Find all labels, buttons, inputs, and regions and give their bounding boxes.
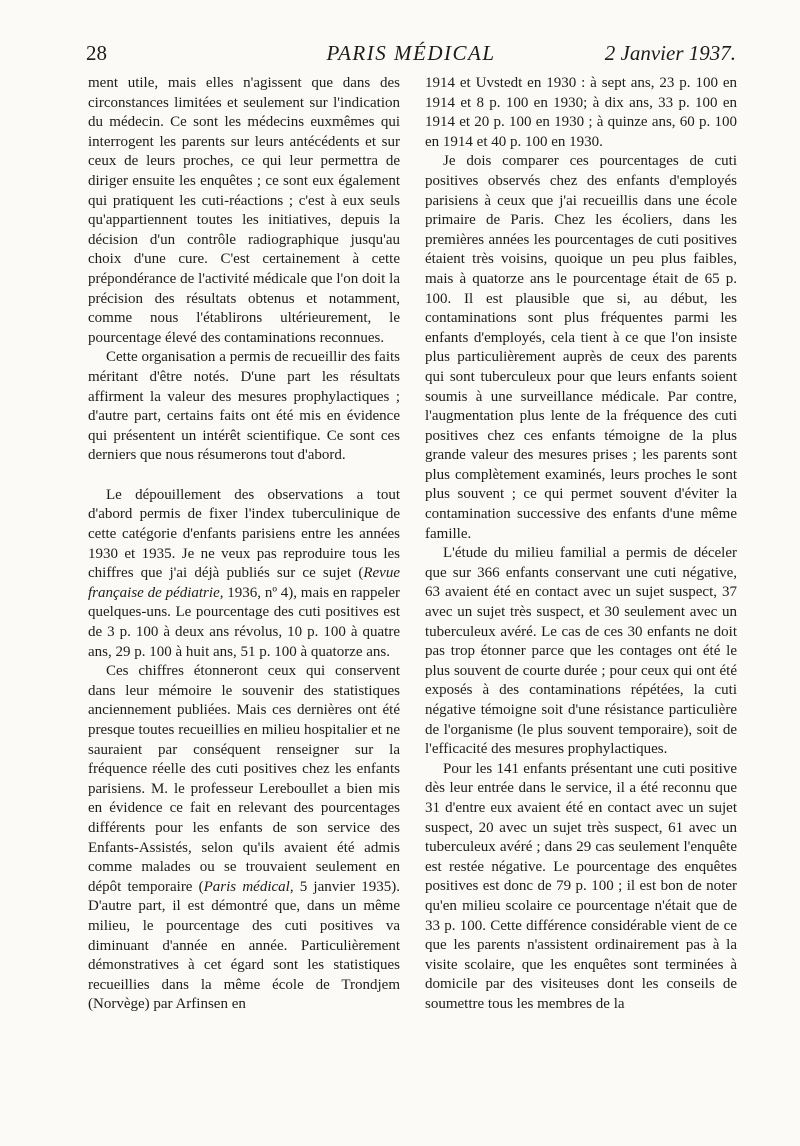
paragraph-index-tuberculinique: Le dépouillement des observations a tout d'abord permis de fixer l'index tuberculinique de cette catégorie d'enfants parisiens entre les années 1930 et 1935. Je ne veux pas reproduire tous les chiffres que j'ai déjà publiés sur ce sujet (Revue française de pédiatrie, 1936, nº 4), mais en rappeler quelques-uns. Le pourcentage des cuti positives est de 3 p. 100 à deux ans révolus, 10 p. 100 à quatre ans, 29 p. 100 à huit ans, 51 p. 100 à quatorze ans. [88,486,401,660]
paragraph-cuti-positive: Pour les 141 enfants présentant une cuti positive dès leur entrée dans le service, il a été reconnu que 31 d'entre eux avaient été en contact avec un sujet suspect, 20 avec un sujet très suspect, 61 avec un tuberculeux avéré ; dans 29 cas seulement l'enquête est restée négative. Le pourcentage des enquêtes positives est donc de 79 p. 100 ; il est bon de noter qu'en milieu scolaire ce pourcentage n'était que de 33 p. 100. Cette différence considérable vient de ce que les parents n'assistent ordinairement pas à la visite scolaire, que les enquêtes sont terminées à domicile par des visiteuses dont les conseils de soumettre tous les membres de la [425,760,737,1012]
paragraph-comparaison: Je dois comparer ces pourcentages de cuti positives observés chez des enfants d'employés parisiens à ceux que j'ai recueillis dans une école primaire de Paris. Chez les écoliers, dans les premières années les pourcentages de cuti positives étaient très voisins, quoique un peu plus faibles, mais à quatorze ans le pourcentage était de 65 p. 100. Il est plausible que si, au début, les contaminations sont plus fréquentes parmi les enfants d'employés, cela tient à ce que l'on insiste plus particulièrement auprès de ceux des parents qui sont tuberculeux pour que leurs enfants soient soumis à une surveillance médicale. Par contre, l'augmentation plus lente de la fréquence des cuti positives chez ces enfants témoigne de la plus grande valeur des mesures prises ; les parents sont plus complètement examinés, leurs proches le sont plus souvent ; ce qui permet souvent d'éviter la contamination successive des enfants d'une même famille. [425,153,737,542]
right-column [425,74,737,1015]
paragraph-milieu-familial: L'étude du milieu familial a permis de déceler que sur 366 enfants conservant une cuti négative, 63 avaient été en contact avec un sujet suspect, 37 avec un sujet très suspect, et 30 seulement avec un tuberculeux avéré. Le cas de ces 30 enfants ne doit pas trop étonner parce que les contages ont été le plus souvent de courte durée ; pour ceux qui ont été exposés à des contaminations répétées, la cuti négative témoigne soit d'une résistance particulière de l'organisme (le plus souvent temporaire), soit de l'efficacité des mesures prophylactiques. [425,545,737,758]
paragraph-organisation: Cette organisation a permis de recueillir des faits méritant d'être notés. D'une part les résultats affirment la valeur des mesures prophylactiques ; d'autre part, certains faits ont été mis en évidence qui présentent un intérêt scientifique. Ce sont ces derniers que nous résumerons tout d'abord. [88,349,400,464]
page-header [86,38,736,68]
left-column [88,74,400,1015]
issue-date: 2 Janvier 1937. [604,41,736,65]
journal-title: PARIS MÉDICAL [326,41,496,65]
paragraph-continuation: ment utile, mais elles n'agissent que dans des circonstances limitées et seulement sur l'indication du médecin. Ce sont les médecins euxmêmes qui interrogent les parents sur leurs antécédents et sur ceux de leurs proches, ce qui leur permettra de diriger ensuite les enquêtes ; ce sont eux également qui pratiquent les cuti-réactions ; c'est à eux seuls qu'appartiennent toutes les initiatives, depuis la décision d'un contrôle radiographique jusqu'au choix d'une cure. C'est certainement à cette prépondérance de l'activité médicale que l'on doit la précision des résultats obtenus et notamment, comme nous l'établirons ultérieurement, le pourcentage élevé des contaminations reconnues. [88,75,400,346]
paragraph-norvege-continuation: 1914 et Uvstedt en 1930 : à sept ans, 23 p. 100 en 1914 et 8 p. 100 en 1930; à dix ans, 33 p. 100 en 1914 et 20 p. 100 en 1930 ; à quinze ans, 60 p. 100 en 1914 et 40 p. 100 en 1930. [425,75,737,150]
journal-citation: Revue française de pédiatrie [88,565,400,601]
page-number: 28 [86,41,107,65]
journal-citation: Paris médical [203,878,290,895]
paragraph-statistiques: Ces chiffres étonneront ceux qui conservent dans leur mémoire le souvenir des statistiques anciennement publiées. Mais ces dernières ont été presque toutes recueillies en milieu hospitalier et ne sauraient par conséquent renseigner sur la fréquence réelle des cuti positives chez les enfants parisiens. M. le professeur Lereboullet a bien mis en évidence ce fait en relevant des pourcentages différents pour les enfants de son service des Enfants-Assistés, selon qu'ils avaient été admis comme malades ou se trouvaient seulement en dépôt temporaire (Paris médical, 5 janvier 1935). D'autre part, il est démontré que, dans un même milieu, le pourcentage des cuti positives va diminuant d'année en année. Particulièrement démonstratives à cet égard sont les statistiques recueillies dans la même école de Trondjem (Norvège) par Arfinsen en [88,663,400,1013]
